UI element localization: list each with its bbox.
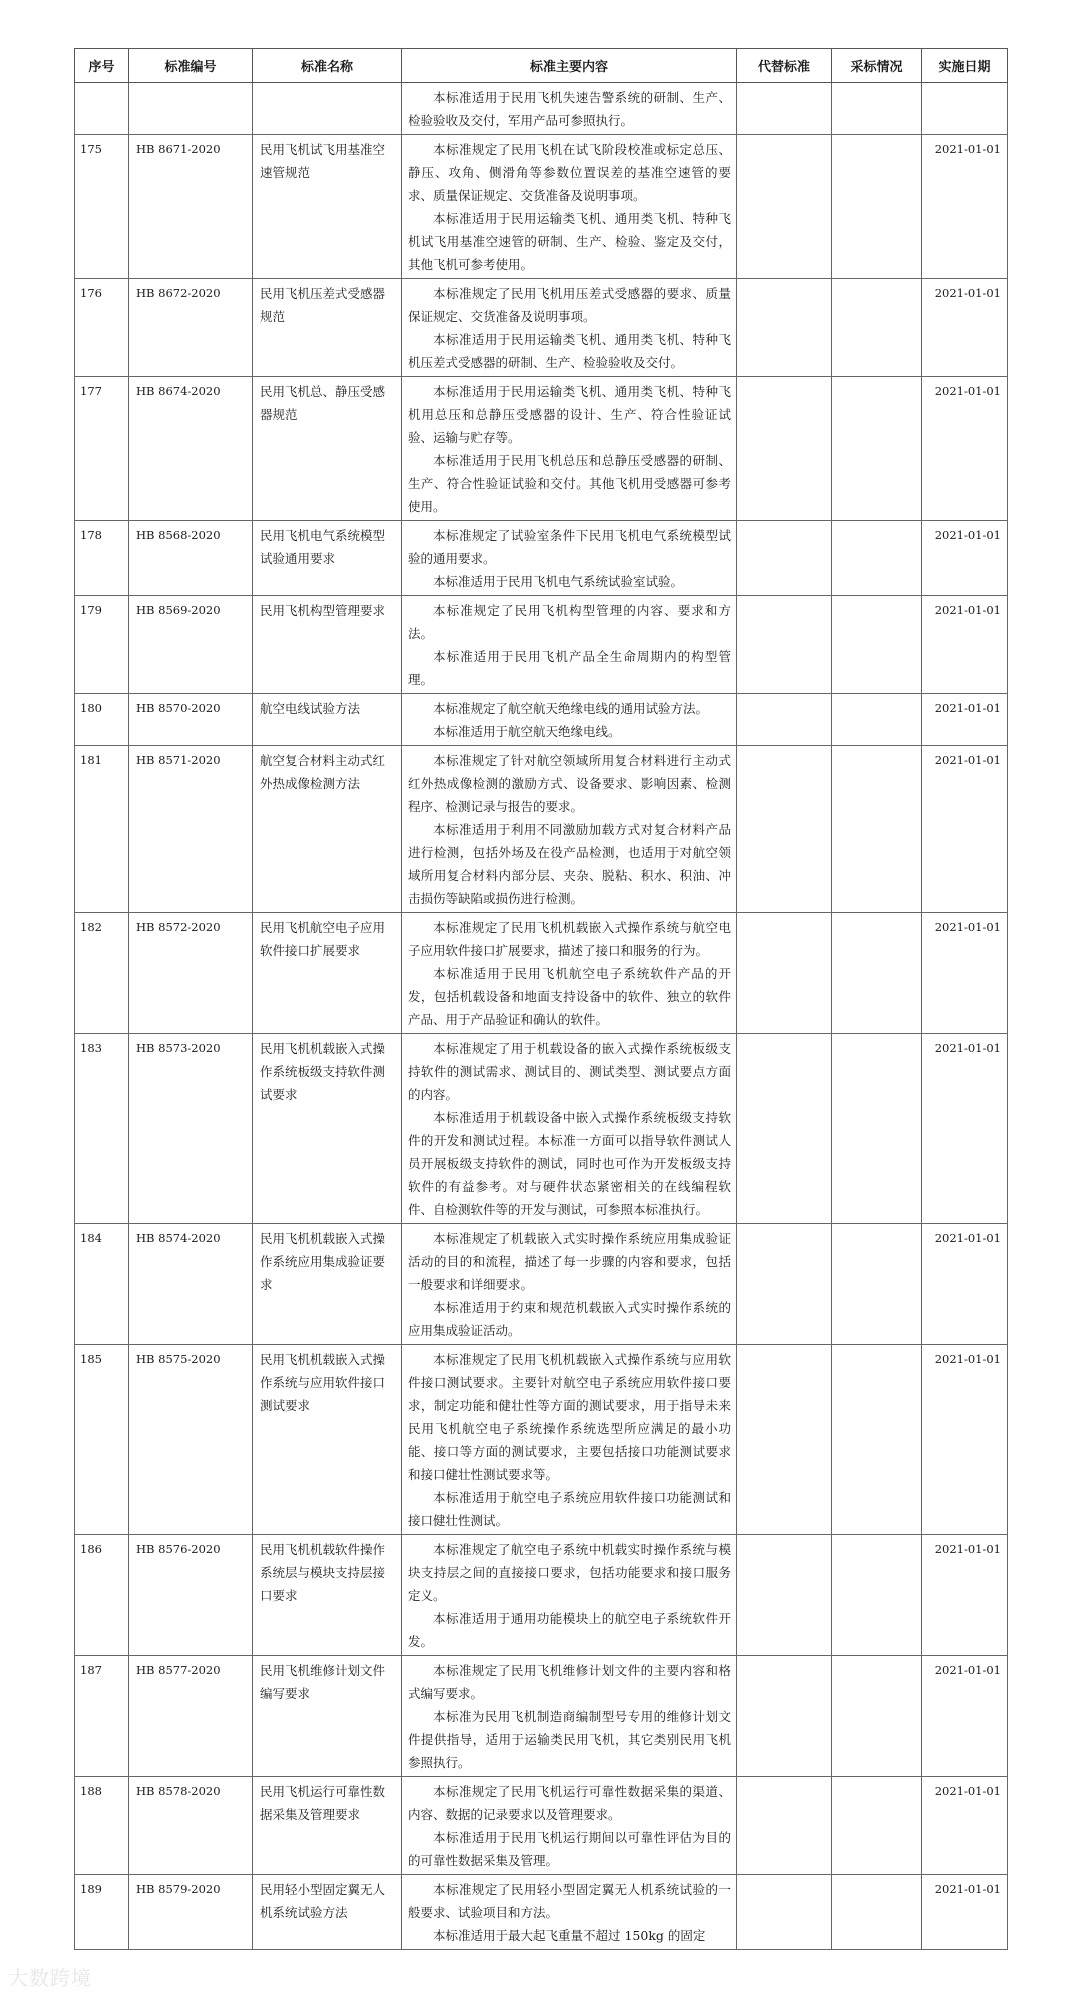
- table-row: [75, 1345, 1008, 1535]
- row-date: 2021-01-01: [922, 596, 1008, 694]
- header-date: 实施日期: [922, 49, 1008, 83]
- row-content: [402, 1224, 737, 1345]
- row-std-name: 民用飞机机载嵌入式操作系统与应用软件接口测试要求: [253, 1345, 402, 1535]
- table-row: [75, 1777, 1008, 1875]
- row-content: [402, 135, 737, 279]
- row-std-name: [253, 83, 402, 135]
- header-replaces: 代替标准: [737, 49, 832, 83]
- row-replaces: [737, 1656, 832, 1777]
- content-paragraph: 本标准适用于最大起飞重量不超过 150kg 的固定: [433, 1928, 706, 1943]
- content-paragraph: 本标准适用于民用飞机总压和总静压受感器的研制、生产、符合性验证试验和交付。其他飞机用受感器可参考使用。: [408, 453, 731, 514]
- row-content: [402, 1535, 737, 1656]
- row-std-code: HB 8576-2020: [129, 1535, 253, 1656]
- row-std-name: 民用飞机航空电子应用软件接口扩展要求: [253, 913, 402, 1034]
- row-adoption: [832, 1656, 922, 1777]
- row-std-name: 民用飞机运行可靠性数据采集及管理要求: [253, 1777, 402, 1875]
- table-row: [75, 1656, 1008, 1777]
- content-paragraph: 本标准适用于航空航天绝缘电线。: [433, 724, 621, 739]
- content-paragraph: 本标准适用于约束和规范机载嵌入式实时操作系统的应用集成验证活动。: [408, 1300, 731, 1338]
- row-date: 2021-01-01: [922, 135, 1008, 279]
- row-date: 2021-01-01: [922, 1875, 1008, 1950]
- row-std-code: HB 8672-2020: [129, 279, 253, 377]
- row-seq: 186: [75, 1535, 129, 1656]
- row-adoption: [832, 1777, 922, 1875]
- content-paragraph: 本标准适用于民用飞机电气系统试验室试验。: [433, 574, 684, 589]
- row-replaces: [737, 521, 832, 596]
- table-row: [75, 1875, 1008, 1950]
- row-content: [402, 521, 737, 596]
- row-content: [402, 1656, 737, 1777]
- row-std-code: HB 8569-2020: [129, 596, 253, 694]
- row-date: 2021-01-01: [922, 1345, 1008, 1535]
- content-paragraph: 本标准适用于民用飞机航空电子系统软件产品的开发，包括机载设备和地面支持设备中的软件、独立的软件产品、用于产品验证和确认的软件。: [408, 966, 731, 1027]
- row-content: [402, 377, 737, 521]
- row-date: [922, 83, 1008, 135]
- row-seq: 176: [75, 279, 129, 377]
- row-std-code: HB 8674-2020: [129, 377, 253, 521]
- row-std-name: 民用飞机试飞用基准空速管规范: [253, 135, 402, 279]
- row-seq: 181: [75, 746, 129, 913]
- row-adoption: [832, 913, 922, 1034]
- row-std-code: HB 8577-2020: [129, 1656, 253, 1777]
- row-adoption: [832, 1345, 922, 1535]
- row-content: [402, 1034, 737, 1224]
- row-replaces: [737, 596, 832, 694]
- header-adoption: 采标情况: [832, 49, 922, 83]
- row-content: [402, 1875, 737, 1950]
- row-seq: 185: [75, 1345, 129, 1535]
- row-content: [402, 596, 737, 694]
- content-paragraph: 本标准规定了用于机载设备的嵌入式操作系统板级支持软件的测试需求、测试目的、测试类型、测试要点方面的内容。: [408, 1041, 731, 1102]
- content-paragraph: 本标准规定了民用飞机构型管理的内容、要求和方法。: [408, 603, 731, 641]
- row-seq: 184: [75, 1224, 129, 1345]
- content-paragraph: 本标准规定了航空电子系统中机载实时操作系统与模块支持层之间的直接接口要求，包括功能要求和接口服务定义。: [408, 1542, 731, 1603]
- content-paragraph: 本标准为民用飞机制造商编制型号专用的维修计划文件提供指导，适用于运输类民用飞机，其它类别民用飞机参照执行。: [408, 1709, 731, 1770]
- row-std-name: 民用轻小型固定翼无人机系统试验方法: [253, 1875, 402, 1950]
- row-date: 2021-01-01: [922, 694, 1008, 746]
- content-paragraph: 本标准适用于民用运输类飞机、通用类飞机、特种飞机试飞用基准空速管的研制、生产、检验、鉴定及交付，其他飞机可参考使用。: [408, 211, 731, 272]
- row-std-name: 民用飞机构型管理要求: [253, 596, 402, 694]
- row-adoption: [832, 1034, 922, 1224]
- row-std-name: 民用飞机机载嵌入式操作系统应用集成验证要求: [253, 1224, 402, 1345]
- row-adoption: [832, 1875, 922, 1950]
- row-date: 2021-01-01: [922, 1034, 1008, 1224]
- row-std-code: HB 8573-2020: [129, 1034, 253, 1224]
- row-std-code: HB 8568-2020: [129, 521, 253, 596]
- row-seq: [75, 83, 129, 135]
- content-paragraph: 本标准规定了试验室条件下民用飞机电气系统模型试验的通用要求。: [408, 528, 731, 566]
- row-replaces: [737, 1875, 832, 1950]
- row-adoption: [832, 83, 922, 135]
- table-row: [75, 913, 1008, 1034]
- row-seq: 188: [75, 1777, 129, 1875]
- content-paragraph: 本标准规定了民用飞机用压差式受感器的要求、质量保证规定、交货准备及说明事项。: [408, 286, 731, 324]
- row-std-code: HB 8574-2020: [129, 1224, 253, 1345]
- content-paragraph: 本标准适用于民用飞机运行期间以可靠性评估为目的的可靠性数据采集及管理。: [408, 1830, 731, 1868]
- row-date: 2021-01-01: [922, 746, 1008, 913]
- table-row: [75, 694, 1008, 746]
- row-date: 2021-01-01: [922, 1656, 1008, 1777]
- row-date: 2021-01-01: [922, 521, 1008, 596]
- table-row: [75, 746, 1008, 913]
- table-row: [75, 279, 1008, 377]
- table-row: [75, 377, 1008, 521]
- row-std-code: HB 8572-2020: [129, 913, 253, 1034]
- row-date: 2021-01-01: [922, 1535, 1008, 1656]
- row-std-name: 民用飞机机载软件操作系统层与模块支持层接口要求: [253, 1535, 402, 1656]
- row-replaces: [737, 1345, 832, 1535]
- table-row: [75, 596, 1008, 694]
- content-paragraph: 本标准适用于通用功能模块上的航空电子系统软件开发。: [408, 1611, 731, 1649]
- row-seq: 182: [75, 913, 129, 1034]
- header-seq: 序号: [75, 49, 129, 83]
- row-adoption: [832, 521, 922, 596]
- row-content: [402, 746, 737, 913]
- row-date: 2021-01-01: [922, 1777, 1008, 1875]
- header-row: [75, 49, 1008, 83]
- row-adoption: [832, 135, 922, 279]
- row-seq: 175: [75, 135, 129, 279]
- content-paragraph: 本标准适用于航空电子系统应用软件接口功能测试和接口健壮性测试。: [408, 1490, 731, 1528]
- watermark-logo: [8, 1962, 92, 1991]
- watermark-text: 大数跨境: [8, 1966, 92, 1990]
- row-date: 2021-01-01: [922, 377, 1008, 521]
- row-seq: 183: [75, 1034, 129, 1224]
- row-content: [402, 1345, 737, 1535]
- table-row: [75, 1224, 1008, 1345]
- content-paragraph: 本标准适用于机载设备中嵌入式操作系统板级支持软件的开发和测试过程。本标准一方面可以指导软件测试人员开展板级支持软件的测试，同时也可作为开发板级支持软件的有益参考。对与硬件状态紧密相关的在线编程软件、自检测软件等的开发与测试，可参照本标准执行。: [408, 1110, 731, 1217]
- row-replaces: [737, 1224, 832, 1345]
- row-std-name: 航空电线试验方法: [253, 694, 402, 746]
- row-std-name: 民用飞机电气系统模型试验通用要求: [253, 521, 402, 596]
- row-content: [402, 913, 737, 1034]
- content-paragraph: 本标准规定了机载嵌入式实时操作系统应用集成验证活动的目的和流程，描述了每一步骤的内容和要求，包括一般要求和详细要求。: [408, 1231, 731, 1292]
- row-std-code: HB 8671-2020: [129, 135, 253, 279]
- row-replaces: [737, 1777, 832, 1875]
- header-std-name: 标准名称: [253, 49, 402, 83]
- row-date: 2021-01-01: [922, 279, 1008, 377]
- row-seq: 177: [75, 377, 129, 521]
- row-replaces: [737, 746, 832, 913]
- row-std-code: HB 8578-2020: [129, 1777, 253, 1875]
- row-replaces: [737, 1034, 832, 1224]
- standards-table: [74, 48, 1008, 1950]
- content-paragraph: 本标准规定了民用飞机在试飞阶段校准或标定总压、静压、攻角、侧滑角等参数位置误差的基准空速管的要求、质量保证规定、交货准备及说明事项。: [408, 142, 731, 203]
- row-content: [402, 694, 737, 746]
- row-std-code: HB 8571-2020: [129, 746, 253, 913]
- row-adoption: [832, 279, 922, 377]
- content-paragraph: 本标准规定了民用轻小型固定翼无人机系统试验的一般要求、试验项目和方法。: [408, 1882, 731, 1920]
- row-adoption: [832, 596, 922, 694]
- row-content: [402, 279, 737, 377]
- content-paragraph: 本标准规定了航空航天绝缘电线的通用试验方法。: [433, 701, 709, 716]
- row-std-code: [129, 83, 253, 135]
- row-std-code: HB 8579-2020: [129, 1875, 253, 1950]
- row-seq: 180: [75, 694, 129, 746]
- row-replaces: [737, 913, 832, 1034]
- content-paragraph: 本标准适用于利用不同激励加载方式对复合材料产品进行检测，包括外场及在役产品检测，也适用于对航空领域所用复合材料内部分层、夹杂、脱粘、积水、积油、冲击损伤等缺陷或损伤进行检测。: [408, 822, 731, 906]
- row-replaces: [737, 1535, 832, 1656]
- row-content: [402, 1777, 737, 1875]
- table-row: [75, 1034, 1008, 1224]
- row-adoption: [832, 746, 922, 913]
- content-paragraph: 本标准规定了民用飞机维修计划文件的主要内容和格式编写要求。: [408, 1663, 731, 1701]
- row-adoption: [832, 1224, 922, 1345]
- row-seq: 179: [75, 596, 129, 694]
- row-std-name: 民用飞机维修计划文件编写要求: [253, 1656, 402, 1777]
- table-row: [75, 1535, 1008, 1656]
- row-replaces: [737, 279, 832, 377]
- row-std-name: 民用飞机总、静压受感器规范: [253, 377, 402, 521]
- row-replaces: [737, 377, 832, 521]
- row-std-name: 航空复合材料主动式红外热成像检测方法: [253, 746, 402, 913]
- table-row: [75, 135, 1008, 279]
- table-row: [75, 83, 1008, 135]
- content-paragraph: 本标准适用于民用飞机产品全生命周期内的构型管理。: [408, 649, 731, 687]
- header-content: 标准主要内容: [402, 49, 737, 83]
- content-paragraph: 本标准规定了民用飞机机载嵌入式操作系统与应用软件接口测试要求。主要针对航空电子系统应用软件接口要求，制定功能和健壮性等方面的测试要求，用于指导未来民用飞机航空电子系统操作系统选型所应满足的最小功能、接口等方面的测试要求，主要包括接口功能测试要求和接口健壮性测试要求等。: [408, 1352, 731, 1482]
- content-paragraph: 本标准适用于民用飞机失速告警系统的研制、生产、检验验收及交付，军用产品可参照执行。: [408, 90, 731, 128]
- row-std-code: HB 8570-2020: [129, 694, 253, 746]
- row-std-name: 民用飞机机载嵌入式操作系统板级支持软件测试要求: [253, 1034, 402, 1224]
- row-replaces: [737, 135, 832, 279]
- header-std-code: 标准编号: [129, 49, 253, 83]
- row-date: 2021-01-01: [922, 913, 1008, 1034]
- row-seq: 189: [75, 1875, 129, 1950]
- row-content: [402, 83, 737, 135]
- row-adoption: [832, 694, 922, 746]
- row-seq: 178: [75, 521, 129, 596]
- row-adoption: [832, 377, 922, 521]
- content-paragraph: 本标准适用于民用运输类飞机、通用类飞机、特种飞机压差式受感器的研制、生产、检验验收及交付。: [408, 332, 731, 370]
- content-paragraph: 本标准适用于民用运输类飞机、通用类飞机、特种飞机用总压和总静压受感器的设计、生产、符合性验证试验、运输与贮存等。: [408, 384, 731, 445]
- row-seq: 187: [75, 1656, 129, 1777]
- content-paragraph: 本标准规定了民用飞机运行可靠性数据采集的渠道、内容、数据的记录要求以及管理要求。: [408, 1784, 731, 1822]
- row-date: 2021-01-01: [922, 1224, 1008, 1345]
- row-replaces: [737, 83, 832, 135]
- content-paragraph: 本标准规定了针对航空领域所用复合材料进行主动式红外热成像检测的激励方式、设备要求、影响因素、检测程序、检测记录与报告的要求。: [408, 753, 731, 814]
- content-paragraph: 本标准规定了民用飞机机载嵌入式操作系统与航空电子应用软件接口扩展要求，描述了接口和服务的行为。: [408, 920, 731, 958]
- row-std-code: HB 8575-2020: [129, 1345, 253, 1535]
- row-replaces: [737, 694, 832, 746]
- row-std-name: 民用飞机压差式受感器规范: [253, 279, 402, 377]
- table-row: [75, 521, 1008, 596]
- row-adoption: [832, 1535, 922, 1656]
